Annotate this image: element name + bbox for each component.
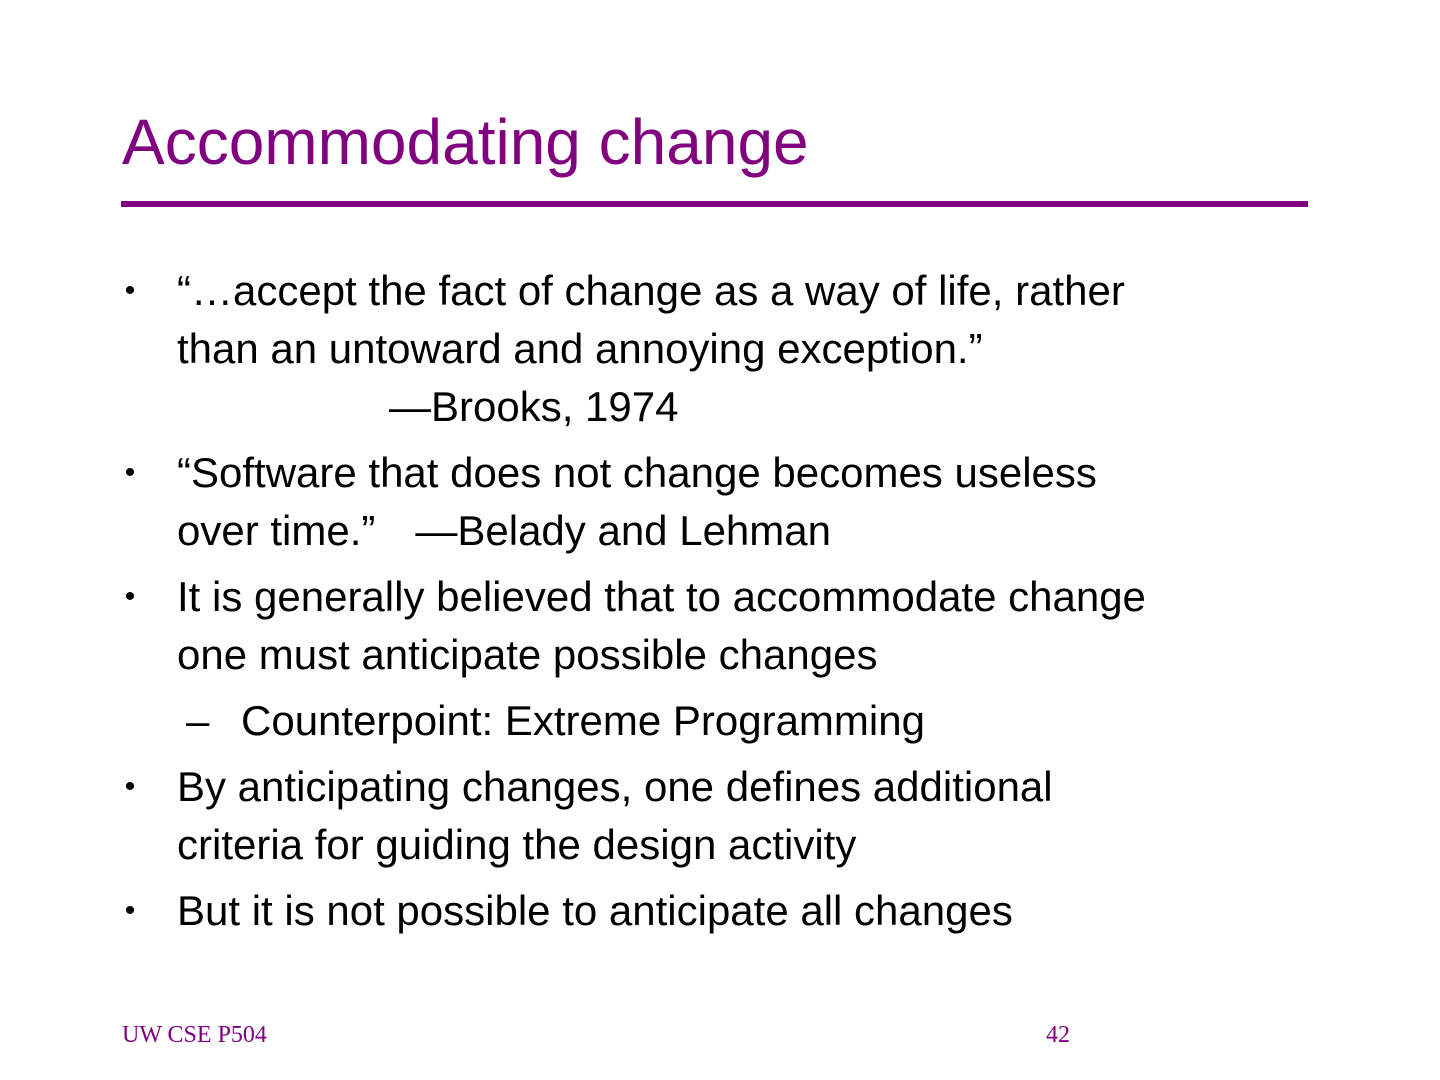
footer-course: UW CSE P504 [122,1022,267,1048]
quote-attribution: —Brooks, 1974 [389,383,679,430]
sub-bullet-text: Counterpoint: Extreme Programming [241,697,925,744]
title-underline [121,201,1308,207]
bullet-item-belady [120,444,1320,560]
bullet-line: “…accept the fact of change as a way of life, rather [177,267,1125,314]
bullet-line-with-attribution [177,502,1320,560]
bullet-item-brooks [120,262,1320,436]
bullet-icon: • [124,580,136,613]
bullet-line: It is generally believed that to accommodate change [177,573,1146,620]
bullet-line-end: over time.” [177,507,376,554]
bullet-line: criteria for guiding the design activity [177,821,857,868]
bullet-item-criteria [120,758,1320,874]
bullet-icon: • [124,894,136,927]
bullet-item-not-all [120,882,1320,940]
bullet-item-anticipate [120,568,1320,684]
footer-page-number: 42 [1046,1022,1070,1048]
slide-title: Accommodating change [122,106,809,178]
sub-bullet-item [120,692,1320,750]
bullet-line: one must anticipate possible changes [177,631,878,678]
bullet-line: “Software that does not change becomes useless [177,449,1097,496]
bullet-line: than an untoward and annoying exception.” [177,325,983,372]
bullet-line: By anticipating changes, one defines additional [177,763,1053,810]
quote-attribution: —Belady and Lehman [415,507,831,554]
bullet-icon: • [124,456,136,489]
bullet-icon: • [124,770,136,803]
slide-body [120,262,1320,940]
dash-icon: – [186,697,210,744]
bullet-line: But it is not possible to anticipate all changes [177,887,1013,934]
bullet-icon: • [124,274,136,307]
